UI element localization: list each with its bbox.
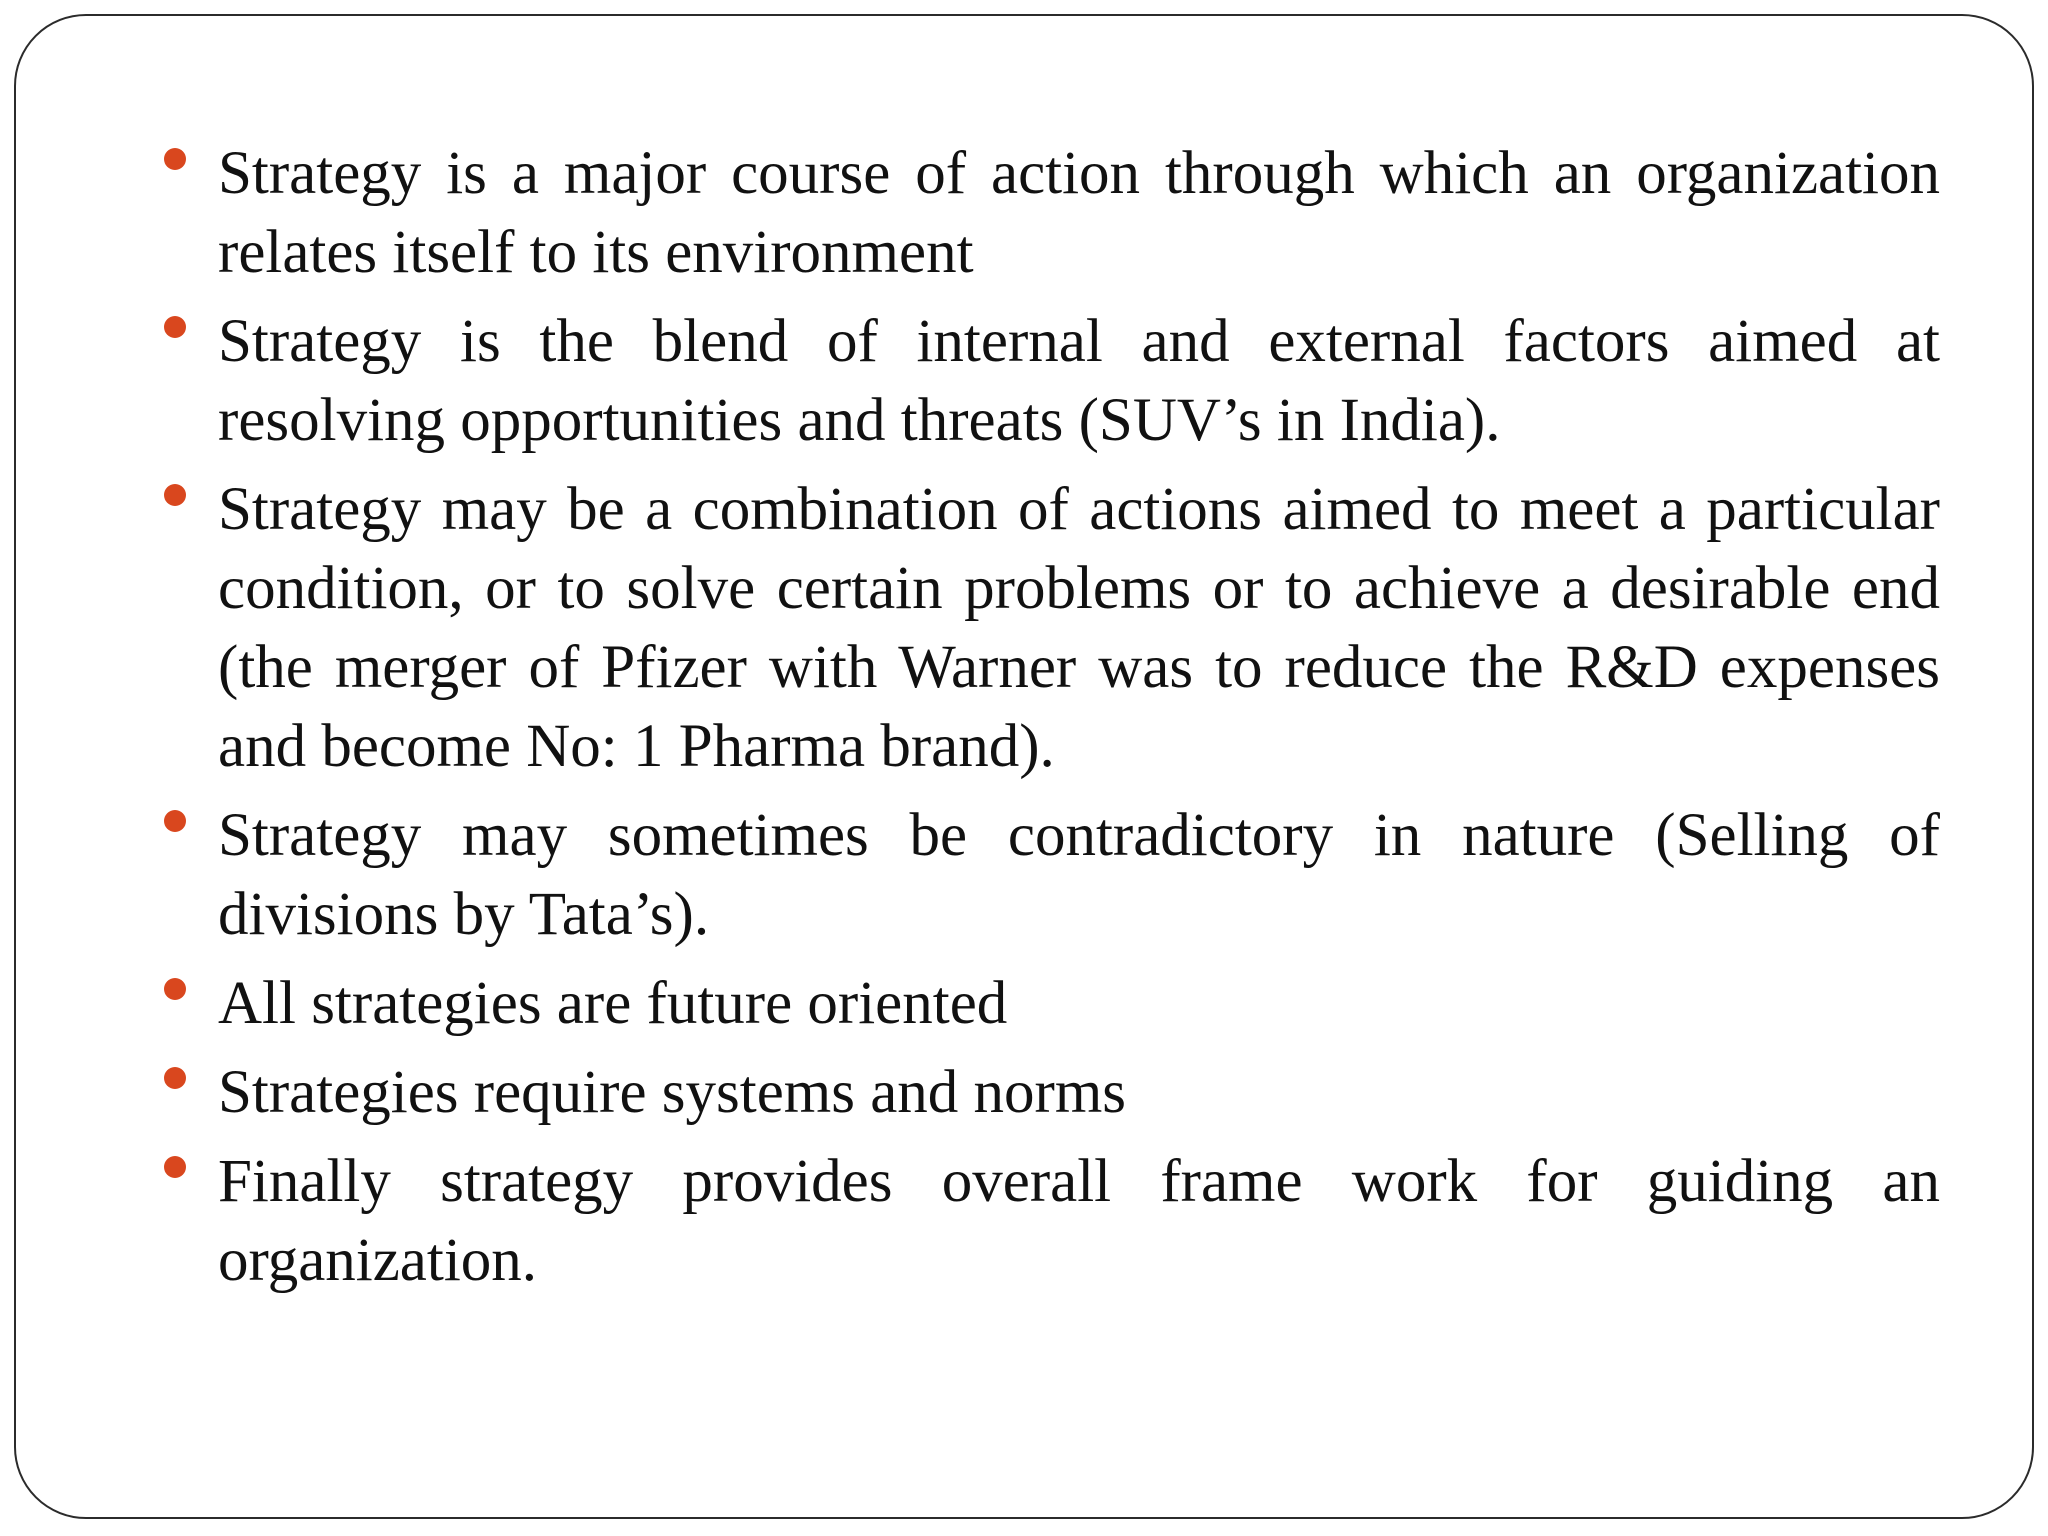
- bullet-text: All strategies are future oriented: [218, 970, 1008, 1037]
- bullet-dot-icon: [164, 316, 186, 338]
- list-item: [218, 796, 1940, 954]
- list-item: [218, 470, 1940, 786]
- bullet-dot-icon: [164, 484, 186, 506]
- list-item: [218, 1053, 1940, 1132]
- bullet-list: [218, 134, 1940, 1310]
- bullet-dot-icon: [164, 978, 186, 1000]
- slide-frame: [14, 14, 2034, 1519]
- bullet-dot-icon: [164, 1156, 186, 1178]
- bullet-dot-icon: [164, 1067, 186, 1089]
- list-item: [218, 302, 1940, 460]
- bullet-text: Strategy is the blend of internal and external factors aimed at resolving opportunities and threats (SUV’s in India).: [218, 308, 1940, 454]
- bullet-text: Strategy is a major course of action through which an organization relates itself to its environment: [218, 140, 1940, 286]
- list-item: [218, 134, 1940, 292]
- bullet-dot-icon: [164, 148, 186, 170]
- bullet-text: Finally strategy provides overall frame work for guiding an organization.: [218, 1148, 1940, 1294]
- bullet-text: Strategy may sometimes be contradictory in nature (Selling of divisions by Tata’s).: [218, 802, 1940, 948]
- bullet-dot-icon: [164, 810, 186, 832]
- list-item: [218, 1142, 1940, 1300]
- bullet-text: Strategies require systems and norms: [218, 1059, 1127, 1126]
- list-item: [218, 964, 1940, 1043]
- bullet-text: Strategy may be a combination of actions aimed to meet a particular condition, or to solve certain problems or to achieve a desirable end (the merger of Pfizer with Warner was to reduce the R&D expenses and become No: 1 Pharma brand).: [218, 476, 1940, 780]
